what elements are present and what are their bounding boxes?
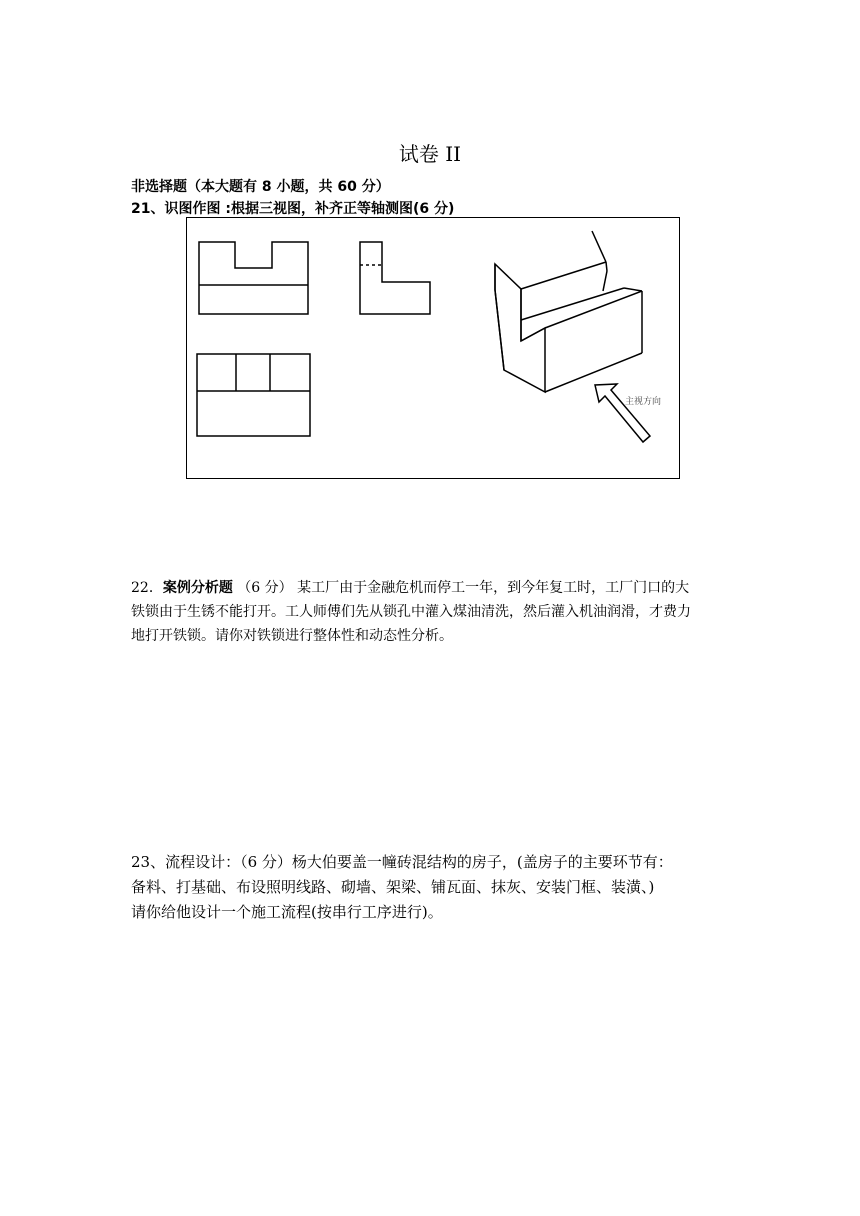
view-direction-arrow bbox=[595, 384, 650, 442]
side-view bbox=[360, 242, 430, 314]
front-view bbox=[199, 242, 308, 314]
question-23 bbox=[131, 850, 731, 925]
view-direction-label: 主视方向 bbox=[625, 397, 662, 407]
three-view-drawing bbox=[187, 218, 681, 480]
question-22-score: （6 分） bbox=[237, 580, 293, 596]
page-title: 试卷 II bbox=[398, 142, 462, 166]
question-23-line-2: 备料、打基础、布设照明线路、砌墙、架梁、铺瓦面、抹灰、安装门框、装潢、) bbox=[131, 878, 655, 896]
question-23-line-3: 请你给他设计一个施工流程(按串行工序进行)。 bbox=[131, 903, 443, 921]
question-22-line-3: 地打开铁锁。请你对铁锁进行整体性和动态性分析。 bbox=[131, 628, 453, 644]
question-22-line-2: 铁锁由于生锈不能打开。工人师傅们先从锁孔中灌入煤油清洗，然后灌入机油润滑，才费力 bbox=[131, 604, 691, 620]
top-view bbox=[197, 354, 310, 436]
question-21-prompt: 21、识图作图 :根据三视图，补齐正等轴测图(6 分) bbox=[131, 201, 455, 217]
three-view-figure bbox=[186, 217, 680, 479]
isometric-drawing bbox=[495, 231, 642, 392]
question-23-line-1: 23、流程设计：（6 分）杨大伯要盖一幢砖混结构的房子，(盖房子的主要环节有： bbox=[131, 853, 673, 871]
question-22 bbox=[131, 576, 731, 648]
section-heading: 非选择题（本大题有 8 小题，共 60 分） bbox=[131, 179, 390, 195]
question-22-line-1: 某工厂由于金融危机而停工一年，到今年复工时，工厂门口的大 bbox=[297, 580, 690, 596]
question-22-title: 案例分析题 bbox=[162, 580, 233, 596]
question-22-number: 22． bbox=[131, 580, 163, 596]
